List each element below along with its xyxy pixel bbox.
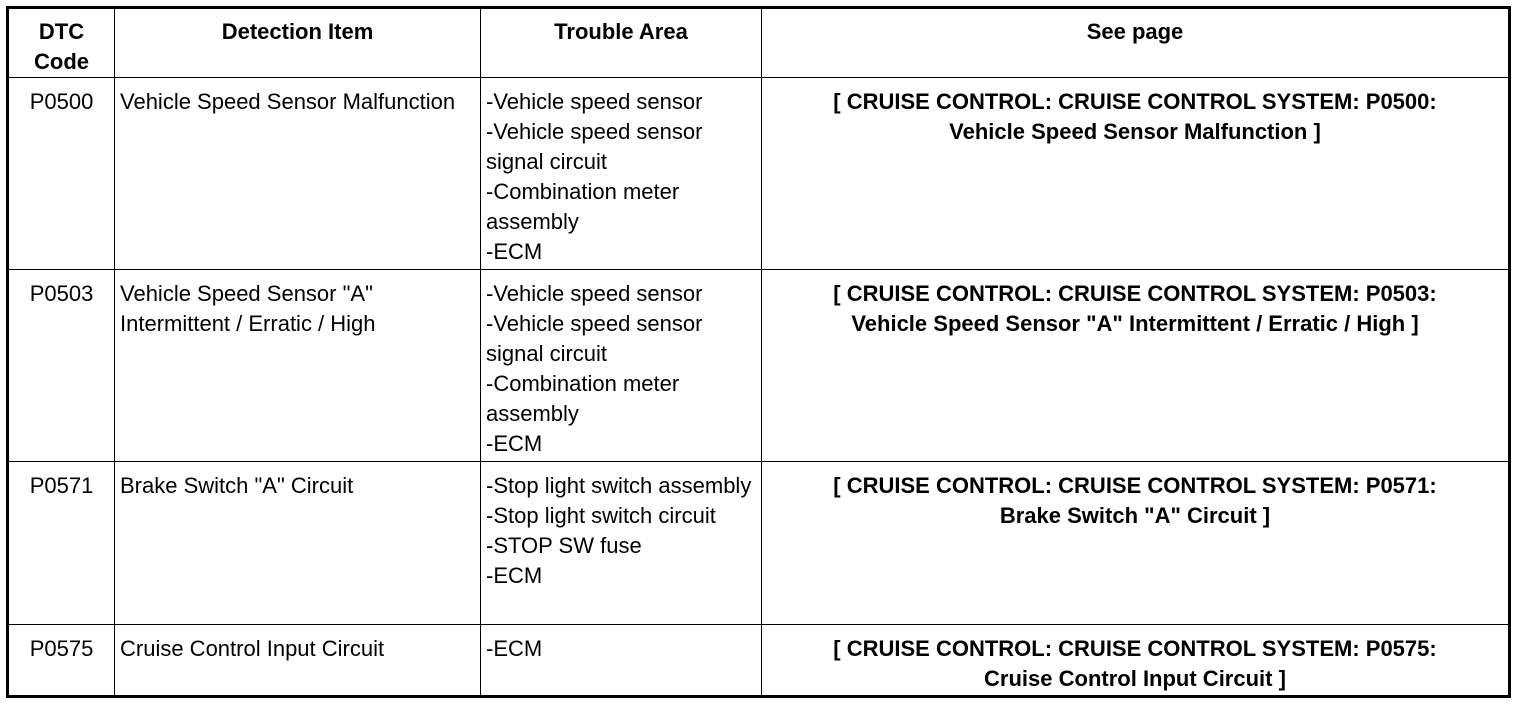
- trouble-area-item: -Vehicle speed sensor signal circuit: [486, 311, 703, 366]
- see-page-link[interactable]: [762, 462, 1510, 625]
- see-page-link[interactable]: [762, 270, 1510, 462]
- header-detection-item: Detection Item: [115, 8, 481, 78]
- trouble-area-item: -Stop light switch circuit: [486, 503, 716, 528]
- header-code-line1: DTC: [38, 19, 85, 44]
- trouble-area-item: -ECM: [486, 239, 543, 264]
- table-row: [8, 270, 1510, 462]
- trouble-area-item: -Vehicle speed sensor: [486, 89, 703, 114]
- table-row: [8, 462, 1510, 625]
- dtc-code-cell: P0500: [8, 78, 115, 270]
- see-page-line1[interactable]: [ CRUISE CONTROL: CRUISE CONTROL SYSTEM: P0500:: [833, 89, 1437, 114]
- trouble-area-item: -ECM: [486, 431, 543, 456]
- see-page-line1[interactable]: [ CRUISE CONTROL: CRUISE CONTROL SYSTEM: P0571:: [833, 473, 1437, 498]
- trouble-area-cell: [481, 462, 762, 625]
- table-row: [8, 625, 1510, 697]
- header-code-line2: Code: [34, 49, 89, 74]
- trouble-area-item: -Combination meter assembly: [486, 371, 680, 426]
- detection-item-cell: Vehicle Speed Sensor Malfunction: [115, 78, 481, 270]
- see-page-line1[interactable]: [ CRUISE CONTROL: CRUISE CONTROL SYSTEM: P0575:: [833, 636, 1437, 661]
- trouble-area-item: -Vehicle speed sensor: [486, 281, 703, 306]
- trouble-area-cell: [481, 625, 762, 697]
- see-page-line2[interactable]: Cruise Control Input Circuit ]: [984, 666, 1286, 691]
- see-page-line1[interactable]: [ CRUISE CONTROL: CRUISE CONTROL SYSTEM: P0503:: [833, 281, 1437, 306]
- header-see-page: See page: [762, 8, 1510, 78]
- see-page-line2[interactable]: Vehicle Speed Sensor "A" Intermittent / Erratic / High ]: [851, 311, 1419, 336]
- trouble-area-item: -Vehicle speed sensor signal circuit: [486, 119, 703, 174]
- header-dtc-code: [8, 8, 115, 78]
- dtc-code-cell: P0575: [8, 625, 115, 697]
- table-row: [8, 78, 1510, 270]
- trouble-area-item: -STOP SW fuse: [486, 533, 642, 558]
- trouble-area-cell: [481, 270, 762, 462]
- see-page-link[interactable]: [762, 78, 1510, 270]
- header-row: [8, 8, 1510, 78]
- see-page-line2[interactable]: Vehicle Speed Sensor Malfunction ]: [949, 119, 1321, 144]
- detection-item-cell: Cruise Control Input Circuit: [115, 625, 481, 697]
- trouble-area-item: -Stop light switch assembly: [486, 473, 752, 498]
- trouble-area-item: -Combination meter assembly: [486, 179, 680, 234]
- dtc-code-cell: P0503: [8, 270, 115, 462]
- dtc-table: [6, 6, 1511, 698]
- dtc-code-cell: P0571: [8, 462, 115, 625]
- header-trouble-area: Trouble Area: [481, 8, 762, 78]
- see-page-link[interactable]: [762, 625, 1510, 697]
- trouble-area-item: -ECM: [486, 636, 543, 661]
- detection-item-cell: Brake Switch "A" Circuit: [115, 462, 481, 625]
- trouble-area-item: -ECM: [486, 563, 543, 588]
- detection-item-cell: Vehicle Speed Sensor "A" Intermittent / Erratic / High: [115, 270, 481, 462]
- trouble-area-cell: [481, 78, 762, 270]
- see-page-line2[interactable]: Brake Switch "A" Circuit ]: [999, 503, 1271, 528]
